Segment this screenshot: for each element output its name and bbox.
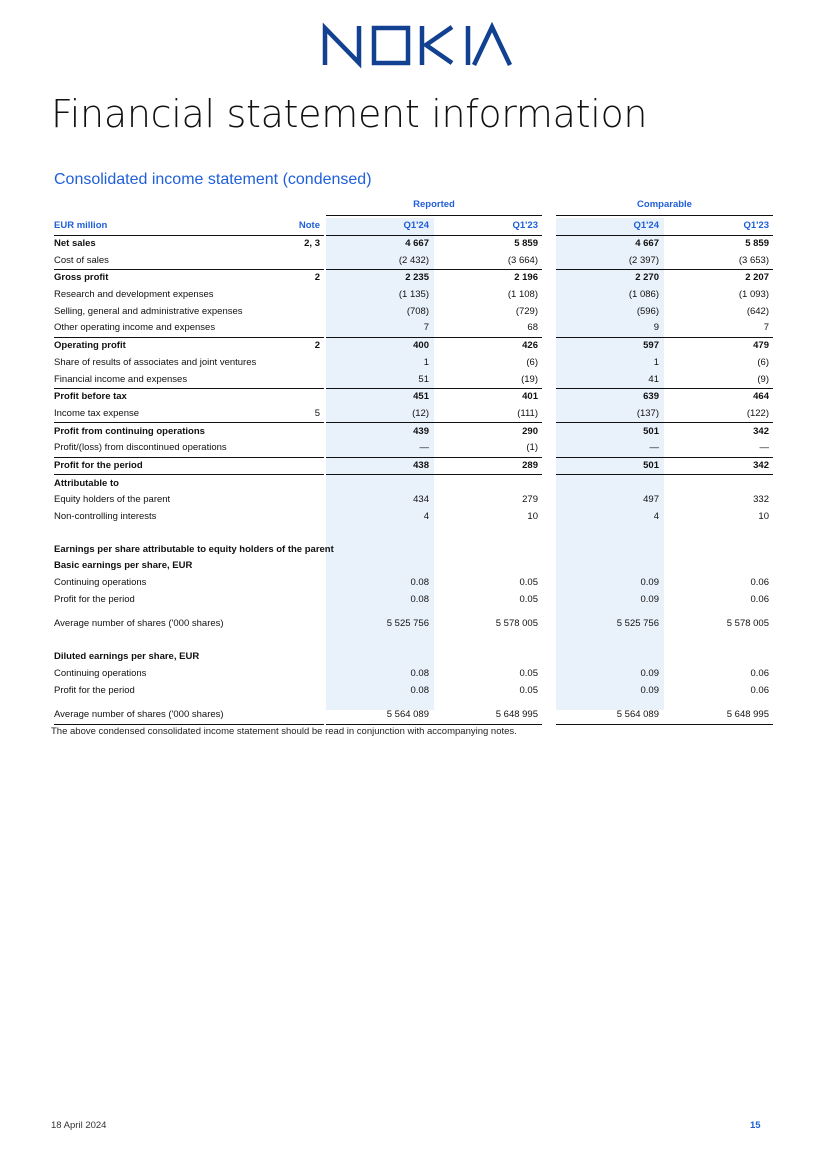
value-comparable-q123: (9)	[757, 373, 769, 385]
value-reported-q124: 2 235	[326, 270, 433, 287]
spacer-row	[54, 633, 773, 649]
table-row	[54, 423, 773, 440]
value-reported-q124	[326, 649, 433, 666]
group-rule-comparable	[556, 215, 773, 216]
row-note	[286, 388, 324, 405]
column-gap	[542, 355, 556, 372]
group-label-reported: Reported	[413, 199, 455, 210]
value-comparable-q123: (1 093)	[738, 289, 769, 301]
value-reported-q123: (1 108)	[507, 289, 538, 301]
row-note	[286, 616, 324, 633]
value-comparable-q124: 2 270	[556, 270, 663, 287]
value-comparable-q124: 0.09	[640, 577, 659, 589]
value-reported-q124: (2 432)	[398, 254, 429, 266]
value-reported-q123: 401	[433, 388, 542, 405]
row-label: Continuing operations	[54, 577, 147, 589]
value-comparable-q123: 5 648 995	[663, 707, 773, 724]
row-label: Attributable to	[54, 477, 119, 489]
column-header-comparable-q123: Q1'23	[663, 218, 773, 235]
row-label: Cost of sales	[54, 254, 109, 266]
row-label: Non-controlling interests	[54, 511, 157, 523]
column-gap	[542, 320, 556, 337]
table-row	[54, 406, 773, 423]
column-gap	[542, 457, 556, 475]
value-comparable-q124: 5 564 089	[556, 707, 663, 724]
row-note	[286, 457, 324, 475]
value-reported-q124: (708)	[406, 305, 429, 317]
row-note	[286, 558, 324, 575]
column-gap	[542, 707, 556, 724]
value-reported-q123: 68	[527, 322, 538, 334]
value-comparable-q123: (642)	[746, 305, 769, 317]
table-row	[54, 337, 773, 354]
value-reported-q124: (12)	[412, 407, 429, 419]
row-label: Operating profit	[54, 337, 286, 354]
value-comparable-q123: —	[759, 442, 769, 454]
value-comparable-q123: 464	[663, 388, 773, 405]
value-reported-q124: 0.08	[410, 593, 429, 605]
value-reported-q124: 7	[423, 322, 429, 334]
row-note	[286, 423, 324, 440]
column-header-reported-q123: Q1'23	[433, 218, 542, 235]
row-note	[286, 509, 324, 526]
value-comparable-q123	[663, 649, 773, 666]
value-comparable-q124	[556, 541, 663, 558]
value-comparable-q124: 5 525 756	[616, 618, 659, 630]
column-gap	[542, 235, 556, 252]
value-reported-q123: (6)	[526, 356, 538, 368]
row-note: 2, 3	[304, 238, 320, 250]
row-label: Earnings per share attributable to equity holders of the parent	[54, 543, 334, 555]
column-gap	[542, 287, 556, 304]
value-reported-q124	[326, 541, 433, 558]
value-comparable-q124: 597	[556, 337, 663, 354]
value-reported-q123: 0.05	[519, 667, 538, 679]
value-reported-q124: 434	[413, 494, 429, 506]
column-gap	[542, 575, 556, 592]
value-comparable-q123: 0.06	[750, 577, 769, 589]
value-comparable-q124: (1 086)	[628, 289, 659, 301]
value-reported-q123: 290	[433, 423, 542, 440]
row-label: Gross profit	[54, 270, 286, 287]
table-row	[54, 287, 773, 304]
value-reported-q124: 400	[326, 337, 433, 354]
value-comparable-q124: 497	[643, 494, 659, 506]
row-note	[286, 492, 324, 509]
row-note	[286, 303, 324, 320]
income-statement-table	[54, 218, 773, 725]
table-row	[54, 270, 773, 287]
value-comparable-q123: (3 653)	[738, 254, 769, 266]
value-reported-q124	[326, 525, 433, 541]
page-title: Financial statement information	[51, 92, 648, 136]
column-gap	[542, 252, 556, 269]
column-gap	[542, 509, 556, 526]
value-reported-q123: (111)	[517, 407, 538, 419]
column-gap	[542, 475, 556, 492]
row-label: Income tax expense	[54, 407, 140, 419]
value-comparable-q124: —	[649, 442, 659, 454]
column-header-reported-q124: Q1'24	[326, 218, 433, 235]
row-note	[286, 355, 324, 372]
value-comparable-q123	[663, 541, 773, 558]
value-reported-q124: —	[419, 442, 429, 454]
value-reported-q123: (19)	[521, 373, 538, 385]
spacer-row	[54, 699, 773, 707]
row-note	[286, 440, 324, 457]
column-header-note: Note	[286, 218, 324, 235]
value-comparable-q123: 5 859	[745, 238, 769, 250]
column-gap	[542, 303, 556, 320]
row-label: Basic earnings per share, EUR	[54, 560, 193, 572]
table-header-row	[54, 218, 773, 235]
row-note	[286, 371, 324, 388]
row-label: Selling, general and administrative expenses	[54, 305, 243, 317]
value-reported-q123: 5 648 995	[433, 707, 542, 724]
value-reported-q124: 4	[423, 511, 429, 523]
column-gap	[542, 616, 556, 633]
value-comparable-q124: 9	[653, 322, 659, 334]
table-row	[54, 525, 773, 541]
table-row	[54, 320, 773, 337]
value-reported-q123	[433, 525, 542, 541]
footer-date: 18 April 2024	[51, 1120, 107, 1131]
column-gap	[542, 541, 556, 558]
row-label: Profit for the period	[54, 457, 286, 475]
value-reported-q124: 451	[326, 388, 433, 405]
column-gap	[542, 423, 556, 440]
row-label: Other operating income and expenses	[54, 322, 216, 334]
value-comparable-q123: 0.06	[750, 684, 769, 696]
value-reported-q123	[433, 541, 542, 558]
column-gap	[542, 682, 556, 699]
table-row	[54, 616, 773, 633]
value-comparable-q124	[556, 525, 663, 541]
value-reported-q123: 10	[527, 511, 538, 523]
value-comparable-q123: 0.06	[750, 667, 769, 679]
value-reported-q124: 4 667	[405, 238, 429, 250]
value-reported-q123	[433, 649, 542, 666]
value-comparable-q124: 0.09	[640, 593, 659, 605]
row-label: Profit/(loss) from discontinued operations	[54, 442, 227, 454]
table-row	[54, 666, 773, 683]
group-label-comparable: Comparable	[637, 199, 692, 210]
value-reported-q123: 0.05	[519, 684, 538, 696]
row-note	[286, 287, 324, 304]
value-comparable-q123: 10	[758, 511, 769, 523]
row-label	[54, 525, 286, 541]
row-note	[286, 252, 324, 269]
table-row	[54, 371, 773, 388]
value-reported-q123: 5 859	[514, 238, 538, 250]
row-label: Research and development expenses	[54, 289, 214, 301]
value-comparable-q123: (6)	[757, 356, 769, 368]
table-row	[54, 440, 773, 457]
column-gap	[542, 591, 556, 608]
row-label: Average number of shares ('000 shares)	[54, 618, 224, 630]
row-label: Profit before tax	[54, 388, 286, 405]
row-label: Profit for the period	[54, 593, 135, 605]
value-reported-q123: 289	[433, 457, 542, 475]
value-comparable-q124: (596)	[636, 305, 659, 317]
row-label: Share of results of associates and joint ventures	[54, 356, 257, 368]
value-comparable-q124	[556, 649, 663, 666]
value-reported-q124: 51	[418, 373, 429, 385]
value-reported-q124: 439	[326, 423, 433, 440]
value-reported-q124: 5 525 756	[386, 618, 429, 630]
value-comparable-q123: 332	[753, 494, 769, 506]
column-gap	[542, 388, 556, 405]
row-note	[286, 649, 324, 666]
column-gap	[542, 371, 556, 388]
table-row	[54, 492, 773, 509]
value-reported-q124	[326, 475, 433, 492]
page-number: 15	[750, 1120, 761, 1131]
column-gap	[542, 440, 556, 457]
row-note: 2	[286, 270, 324, 287]
row-label: Continuing operations	[54, 667, 147, 679]
table-row	[54, 707, 773, 724]
table-row	[54, 388, 773, 405]
value-reported-q124: (1 135)	[398, 289, 429, 301]
column-gap	[542, 666, 556, 683]
row-label: Net sales	[54, 238, 96, 250]
table-row	[54, 303, 773, 320]
value-reported-q123: 426	[433, 337, 542, 354]
column-gap	[542, 406, 556, 423]
value-reported-q124: 5 564 089	[326, 707, 433, 724]
table-row	[54, 649, 773, 666]
value-reported-q123: 0.05	[519, 577, 538, 589]
value-reported-q124	[326, 558, 433, 575]
row-note	[286, 666, 324, 683]
spacer-row	[54, 608, 773, 616]
value-comparable-q124: 639	[556, 388, 663, 405]
column-gap	[542, 270, 556, 287]
value-reported-q124: 0.08	[410, 684, 429, 696]
value-comparable-q124	[556, 558, 663, 575]
column-header-comparable-q124: Q1'24	[556, 218, 663, 235]
row-note	[286, 591, 324, 608]
value-reported-q123	[433, 558, 542, 575]
value-reported-q123: 2 196	[433, 270, 542, 287]
table-row	[54, 541, 773, 558]
value-comparable-q124: 4 667	[635, 238, 659, 250]
row-note: 2	[286, 337, 324, 354]
table-row	[54, 682, 773, 699]
value-comparable-q123: 479	[663, 337, 773, 354]
value-comparable-q124	[556, 475, 663, 492]
value-comparable-q123: 2 207	[663, 270, 773, 287]
table-row	[54, 575, 773, 592]
row-note	[286, 682, 324, 699]
value-reported-q123: 279	[522, 494, 538, 506]
row-label: Profit from continuing operations	[54, 423, 286, 440]
table-row	[54, 457, 773, 475]
table-row	[54, 475, 773, 492]
value-comparable-q124: (2 397)	[628, 254, 659, 266]
row-note: 5	[314, 407, 320, 419]
row-note	[286, 525, 324, 541]
value-comparable-q124: 0.09	[640, 667, 659, 679]
value-reported-q123	[433, 475, 542, 492]
row-note	[286, 475, 324, 492]
nokia-logo	[322, 24, 512, 66]
value-comparable-q124: 501	[556, 423, 663, 440]
column-gap	[542, 337, 556, 354]
row-label: Equity holders of the parent	[54, 494, 171, 506]
value-reported-q123: 0.05	[519, 593, 538, 605]
value-comparable-q123: 0.06	[750, 593, 769, 605]
row-label: Average number of shares ('000 shares)	[54, 707, 286, 724]
column-gap	[542, 558, 556, 575]
value-comparable-q123	[663, 525, 773, 541]
value-reported-q123: (729)	[515, 305, 538, 317]
column-gap	[542, 525, 556, 541]
section-title: Consolidated income statement (condensed)	[54, 171, 372, 188]
column-gap	[542, 492, 556, 509]
value-comparable-q123: 342	[663, 457, 773, 475]
value-reported-q123: 5 578 005	[495, 618, 538, 630]
row-label: Financial income and expenses	[54, 373, 188, 385]
table-row	[54, 355, 773, 372]
row-note	[286, 320, 324, 337]
value-comparable-q123	[663, 558, 773, 575]
group-rule-reported	[326, 215, 542, 216]
table-row	[54, 235, 773, 252]
row-label: Profit for the period	[54, 684, 135, 696]
table-row	[54, 558, 773, 575]
value-comparable-q123	[663, 475, 773, 492]
value-comparable-q124: 501	[556, 457, 663, 475]
value-comparable-q124: 41	[648, 373, 659, 385]
value-reported-q124: 0.08	[410, 577, 429, 589]
column-gap	[542, 649, 556, 666]
value-comparable-q123: 5 578 005	[726, 618, 769, 630]
value-comparable-q124: 0.09	[640, 684, 659, 696]
value-reported-q124: 1	[423, 356, 429, 368]
column-header-label: EUR million	[54, 218, 286, 235]
value-comparable-q123: 7	[763, 322, 769, 334]
row-note	[286, 575, 324, 592]
value-comparable-q124: (137)	[636, 407, 659, 419]
table-row	[54, 252, 773, 269]
value-reported-q124: 0.08	[410, 667, 429, 679]
table-row	[54, 591, 773, 608]
value-comparable-q124: 1	[653, 356, 659, 368]
footnote: The above condensed consolidated income statement should be read in conjunction with accompanying notes.	[51, 726, 517, 737]
row-note	[286, 707, 324, 724]
table-row	[54, 509, 773, 526]
row-label: Diluted earnings per share, EUR	[54, 651, 200, 663]
value-reported-q124: 438	[326, 457, 433, 475]
value-comparable-q124: 4	[653, 511, 659, 523]
value-reported-q123: (1)	[526, 442, 538, 454]
value-comparable-q123: 342	[663, 423, 773, 440]
value-comparable-q123: (122)	[746, 407, 769, 419]
value-reported-q123: (3 664)	[507, 254, 538, 266]
